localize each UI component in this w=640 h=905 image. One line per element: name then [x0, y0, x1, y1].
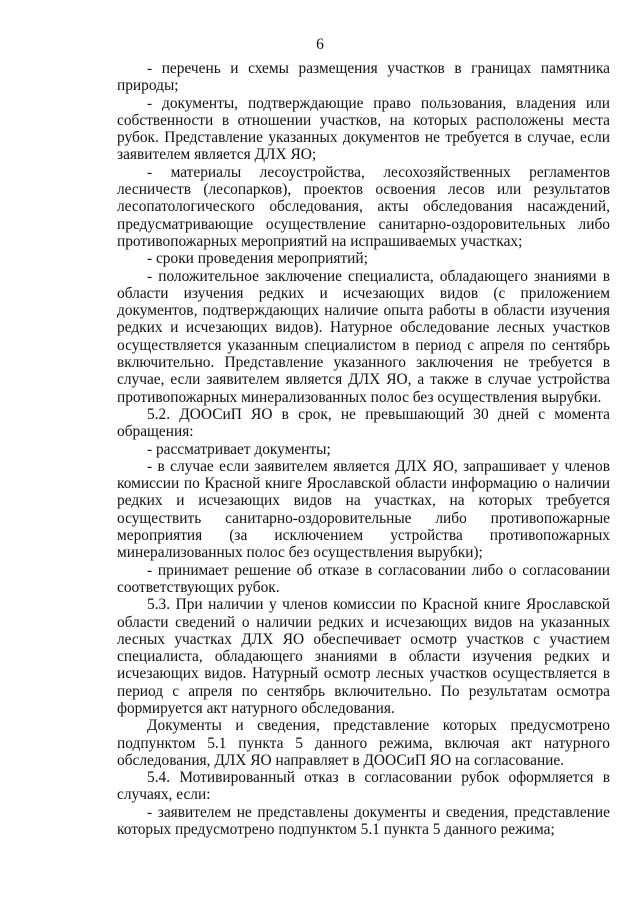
paragraph-9: - принимает решение об отказе в согласовании либо о согласовании соответствующих рубок. [117, 561, 610, 596]
paragraph-7: - рассматривает документы; [147, 440, 331, 458]
paragraph-1: - перечень и схемы размещения участков в границах памятника природы; [117, 60, 610, 95]
paragraph-6: 5.2. ДООСиП ЯО в срок, не превышающий 30 дней с момента обращения: [117, 405, 610, 441]
paragraph-8: - в случае если заявителем является ДЛХ ЯО, запрашивает у членов комиссии по Красной книге Ярославской области информацию о наличии редких и исчезающих видов на участках, на которых требуется осуществить санитарно-оздоровительные либо противопожарные мероприятия (за исключением устройства противопожарных минерализованных полос без осуществления вырубки); [117, 457, 610, 562]
page-number: 6 [316, 36, 324, 53]
paragraph-5: - положительное заключение специалиста, обладающего знаниями в области изучения редких и исчезающих видов (с приложением документов, подтверждающих наличие опыта работы в области изучения редких и исчезающих видов). Натурное обследование лесных участков осуществляется указанным специалистом в период с апреля по сентябрь включительно. Представление указанного заключения не требуется в случае, если заявителем является ДЛХ ЯО, а также в случае устройства противопожарных минерализованных полос без осуществления вырубки. [117, 267, 610, 406]
paragraph-13: - заявителем не представлены документы и сведения, представление которых предусмотрено подпунктом 5.1 пункта 5 данного режима; [117, 803, 610, 839]
document-body [117, 60, 610, 838]
paragraph-12: 5.4. Мотивированный отказ в согласовании рубок оформляется в случаях, если: [117, 769, 610, 804]
paragraph-10: 5.3. При наличии у членов комиссии по Красной книге Ярославской области сведений о наличии редких и исчезающих видов на указанных лесных участках ДЛХ ЯО обеспечивает осмотр участков с участием специалиста, обладающего знаниями в области изучения редких и исчезающих видов. Натурный осмотр лесных участков осуществляется в период с апреля по сентябрь включительно. По результатам осмотра формируется акт натурного обследования. [117, 596, 610, 717]
paragraph-11: Документы и сведения, представление которых предусмотрено подпунктом 5.1 пункта 5 данного режима, включая акт натурного обследования, ДЛХ ЯО направляет в ДООСиП ЯО на согласование. [117, 717, 610, 769]
paragraph-4: - сроки проведения мероприятий; [147, 250, 368, 268]
paragraph-2: - документы, подтверждающие право пользования, владения или собственности в отношении участков, на которых расположены места рубок. Представление указанных документов не требуется в случае, если заявителем является ДЛХ ЯО; [117, 94, 610, 164]
paragraph-3: - материалы лесоустройства, лесохозяйственных регламентов лесничеств (лесопарков), проектов освоения лесов или результатов лесопатологического обследования, акты обследования насаждений, предусматривающие осуществление санитарно-оздоровительных либо противопожарных мероприятий на испрашиваемых участках; [117, 163, 610, 250]
